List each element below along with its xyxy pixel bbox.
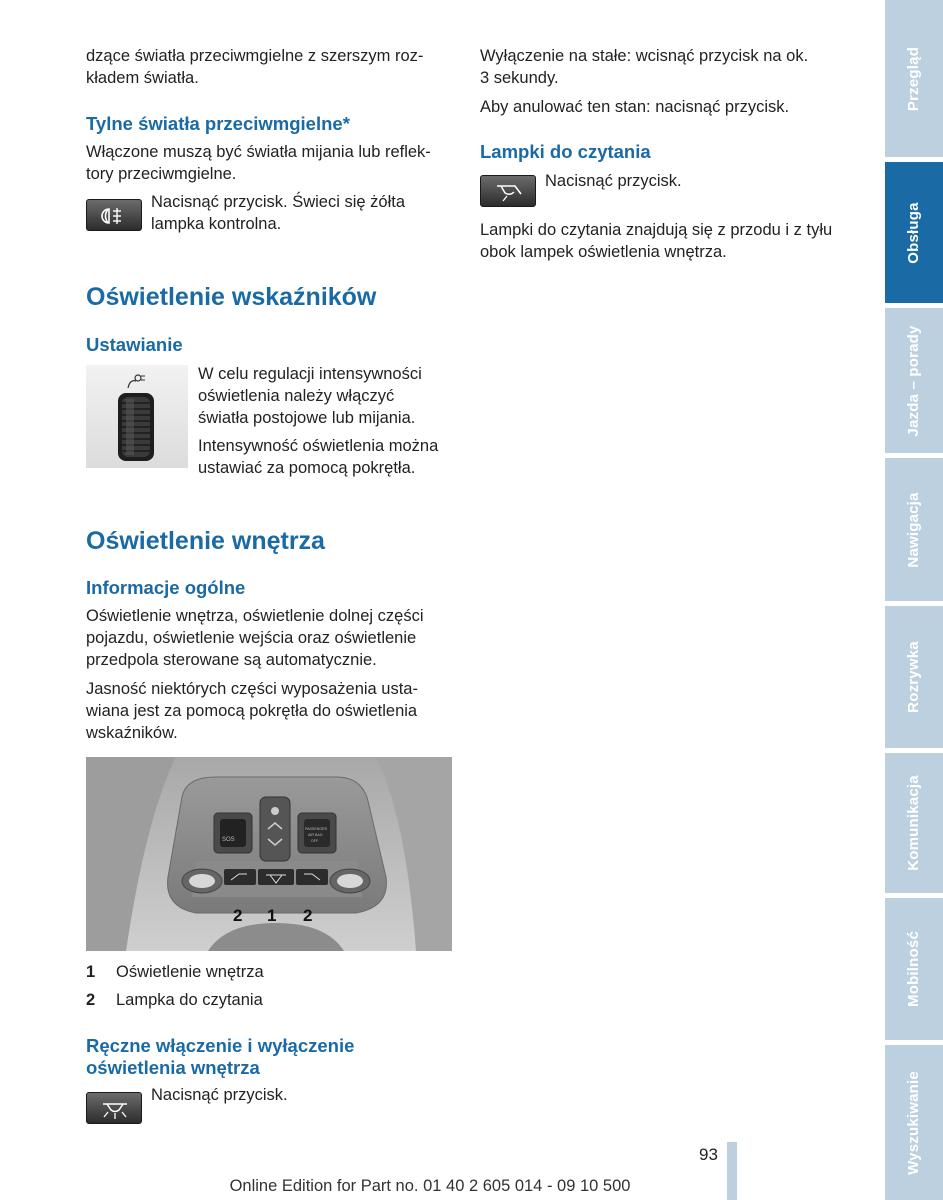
sos-label: SOS — [222, 837, 235, 843]
tab-obsluga[interactable]: Obsługa — [885, 162, 943, 303]
manual-interior-heading: Ręczne włączenie i wyłączenie oświetlenia wnętrza — [86, 1035, 355, 1078]
dimmer-text: W celu regulacji intensywności oświetlenia należy włączyć światła postojowe lub mijania. Intensywność oświetlenia można ustawiać za pomocą pokrętła. — [198, 365, 439, 477]
tab-mobilnosc[interactable]: Mobilność — [885, 898, 943, 1040]
reading-lamps-heading: Lampki do czytania — [480, 141, 651, 162]
tab-nawigacja[interactable]: Nawigacja — [885, 458, 943, 601]
airbag-label: AIR BAG — [308, 833, 323, 837]
tab-przeglad[interactable]: Przegląd — [885, 0, 943, 157]
tab-komunikacja[interactable]: Komunikacja — [885, 753, 943, 893]
rear-fog-heading: Tylne światła przeciwmgielne* — [86, 113, 350, 134]
footer-edition: Online Edition for Part no. 01 40 2 605 014 - 09 10 500 — [229, 1177, 631, 1195]
passenger-label: PASSENGER — [305, 827, 328, 831]
rear-fog-light-icon — [86, 199, 142, 231]
interior-para1: Oświetlenie wnętrza, oświetlenie dolnej części pojazdu, oświetlenie wejścia oraz oświetlenie przedpola sterowane są automatycznie. — [86, 607, 424, 669]
dimmer-wheel-icon — [86, 365, 188, 468]
photo-label-2-left: 2 — [233, 906, 243, 925]
interior-general-subheading: Informacje ogólne — [86, 577, 246, 598]
tab-wyszukiwanie[interactable]: Wyszukiwanie — [885, 1045, 943, 1200]
interior-lighting-heading: Oświetlenie wnętrza — [86, 527, 325, 555]
tab-jazda-porady[interactable]: Jazda – porady — [885, 308, 943, 453]
reading-lamp-icon — [480, 175, 536, 207]
tab-rozrywka[interactable]: Rozrywka — [885, 606, 943, 748]
rear-fog-text: Włączone muszą być światła mijania lub reflek- tory przeciwmgielne. — [86, 143, 431, 183]
rear-fog-action: Nacisnąć przycisk. Świeci się żółta lampka kontrolna. — [151, 193, 405, 233]
interior-para2: Jasność niektórych części wyposażenia usta- wiana jest za pomocą pokrętła do oświetlenia wskaźników. — [86, 680, 418, 742]
page-number: 93 — [699, 1145, 718, 1164]
chapter-sidebar — [885, 0, 943, 1200]
photo-label-2-right: 2 — [303, 906, 313, 925]
overhead-console-photo — [86, 757, 452, 951]
interior-light-icon — [86, 1092, 142, 1124]
manual-interior-action: Nacisnąć przycisk. — [151, 1086, 288, 1104]
instrument-lighting-subheading: Ustawianie — [86, 334, 183, 355]
reading-action: Nacisnąć przycisk. — [545, 172, 682, 190]
photo-label-1: 1 — [267, 906, 277, 925]
perm-off-text: Wyłączenie na stałe: wcisnąć przycisk na ok. 3 sekundy. — [480, 47, 809, 87]
cancel-text: Aby anulować ten stan: nacisnąć przycisk. — [480, 98, 790, 116]
instrument-lighting-heading: Oświetlenie wskaźników — [86, 283, 377, 311]
intro-text: dzące światła przeciwmgielne z szerszym roz- kładem światła. — [86, 47, 424, 87]
off-label: OFF — [311, 839, 319, 843]
reading-text: Lampki do czytania znajdują się z przodu i z tyłu obok lampek oświetlenia wnętrza. — [480, 221, 833, 261]
